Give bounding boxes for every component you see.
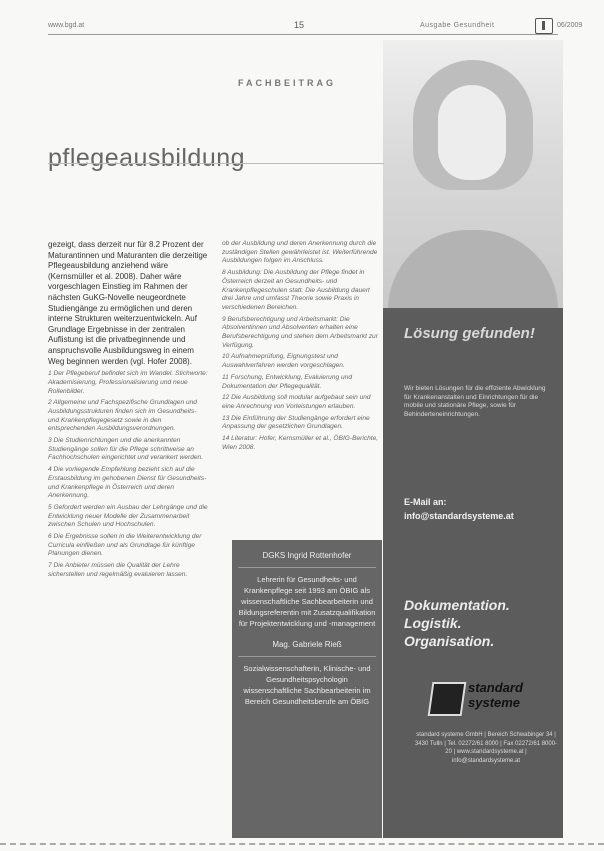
article-main-text: gezeigt, dass derzeit nur für 8.2 Prozent der Maturantinnen und Maturanten die derzeitige Pflegeausbildung anziehend wäre (Kernsmüller et al. 2008). Daher wäre vorgeschlagen Einstieg im Rahmen der nächsten GuKG-Novelle neugeordnete Studiengänge zu ermöglichen und deren interne Strukturen weiterzuentwickeln. Auf Grundlage Ergebnisse in der zentralen Auflistung ist die privatbeginnende und anspruchsvolle Ausbildungsweg in einem Weg beginnen werden (vgl. Hofer 2008). — [48, 240, 208, 366]
standard-systeme-logo — [430, 678, 540, 716]
footnote: 13 Die Einführung der Studiengänge erfordert eine Anpassung der gesetzlichen Grundlagen. — [222, 414, 370, 431]
logo-word-2: systeme — [468, 695, 521, 710]
column-2-intro: ob der Ausbildung und deren Anerkennung durch die zuständigen Stellen gewährleistet ist. Weiterführende Ausbildungen folgen im Anschluss. — [222, 240, 378, 265]
folder-logo-icon — [428, 682, 467, 716]
footnote: 8 Ausbildung: Die Ausbildung der Pflege findet in Österreich derzeit an Gesundheits- und Krankenpflegeschulen statt. Die Ausbildung dauert drei Jahre und umfasst Theorie sowie Praxis in verschiedenen Bereichen. — [222, 269, 370, 311]
ad-email-block — [404, 495, 514, 523]
page-number: 15 — [294, 20, 305, 30]
footnote: 14 Literatur: Hofer, Kernsmüller et al., ÖBIG-Berichte, Wien 2008. — [222, 435, 379, 451]
author-bio-1: Lehrerin für Gesundheits- und Krankenpflege seit 1993 am ÖBIG als wissenschaftliche Sachbearbeiterin und Bildungsreferentin mit Zusatzqualifikation für Projektentwicklung und -management — [238, 575, 376, 628]
footnote: 5 Gefordert werden ein Ausbau der Lehrgänge und die Entwicklung neuer Modelle der Zusammenarbeit zwischen Schulen und Hochschulen. — [48, 503, 208, 529]
footnote: 6 Die Ergebnisse sollen in die Weiterentwicklung der Curricula einfließen und als Grundlage für künftige Planungen dienen. — [48, 533, 202, 558]
ad-description: Wir bieten Lösungen für die effiziente Abwicklung für Krankenanstalten und Einrichtungen für die mobile und stationäre Pflege, sowie für Behinderteneinrichtungen. — [404, 385, 546, 418]
ad-headline: Lösung gefunden! — [404, 325, 535, 342]
ad-email-label: E-Mail an: — [404, 497, 447, 507]
author-info-box — [232, 540, 382, 838]
logo-word-1: standard — [468, 680, 523, 695]
article-title: pflegeausbildung — [48, 144, 246, 172]
ad-email-link[interactable]: info@standardsysteme.at — [404, 511, 514, 521]
magazine-logo-icon — [535, 18, 553, 34]
section-kicker: FACHBEITRAG — [238, 78, 336, 88]
ad-tagline: Dokumentation. Logistik. Organisation. — [404, 597, 510, 649]
author-name-2: Mag. Gabriele Rieß — [272, 640, 342, 649]
footnote: 4 Die vorliegende Empfehlung bezieht sich auf die Erstausbildung im gehobenen Dienst für Gesundheits- und Krankenpflege in Österreich und deren Anerkennung. — [48, 466, 207, 500]
author-bio-2: Sozialwissenschafterin, Klinische- und Gesundheitspsychologin wissenschaftliche Sachbearbeiterin im Bereich Gesundheitsberufe am ÖBIG — [243, 664, 371, 706]
magazine-name: Ausgabe Gesundheit — [420, 22, 495, 29]
header-divider — [48, 34, 558, 35]
footnote: 2 Allgemeine und Fachspezifische Grundlagen und Ausbildungsstrukturen finden sich im Gesundheits- und Krankenpflegegesetz sowie in den entsprechenden Ausbildungsverordnungen. — [48, 399, 197, 433]
woman-portrait-photo — [383, 40, 563, 308]
page-bottom-edge — [0, 843, 604, 845]
header-url: www.bgd.at — [48, 22, 85, 29]
issue-number: 06/2009 — [557, 22, 583, 29]
footnote: 11 Forschung, Entwicklung, Evaluierung und Dokumentation der Pflegequalität. — [222, 373, 352, 390]
footnote: 9 Berufsberechtigung und Arbeitsmarkt: Die Absolventinnen und Absolventen erhalten eine Berufsberechtigung und stehen dem Arbeitsmarkt zur Verfügung. — [222, 315, 378, 349]
article-column-2 — [222, 240, 382, 455]
footnote: 10 Aufnahmeprüfung, Eignungstest und Auswahlverfahren werden vorgeschlagen. — [222, 353, 345, 370]
page-header — [0, 20, 604, 34]
article-column-1 — [48, 240, 208, 583]
footnote: 1 Der Pflegeberuf befindet sich im Wandel. Stichworte: Akademisierung, Professionalisierung und neue Rollenbilder. — [48, 370, 208, 395]
footnote: 3 Die Studienrichtungen und die anerkannten Studiengänge sollen für die Pflege schrittweise an Fachhochschulen eingerichtet und verankert werden. — [48, 437, 204, 462]
ad-address: standard systeme GmbH | Bereich Schwabinger 34 | 3430 Tulln | Tel. 02272/61 8000 | Fax 02272/61 8000-20 | www.standardsysteme.at | info@standardsysteme.at — [414, 732, 558, 764]
author-name-1: DGKS Ingrid Rottenhofer — [262, 551, 352, 560]
footnote: 12 Die Ausbildung soll modular aufgebaut sein und eine Anrechnung von Vorleistungen erlauben. — [222, 394, 371, 410]
footnote: 7 Die Anbieter müssen die Qualität der Lehre sicherstellen und regelmäßig evaluieren lassen. — [48, 562, 188, 578]
title-rule — [48, 163, 384, 164]
